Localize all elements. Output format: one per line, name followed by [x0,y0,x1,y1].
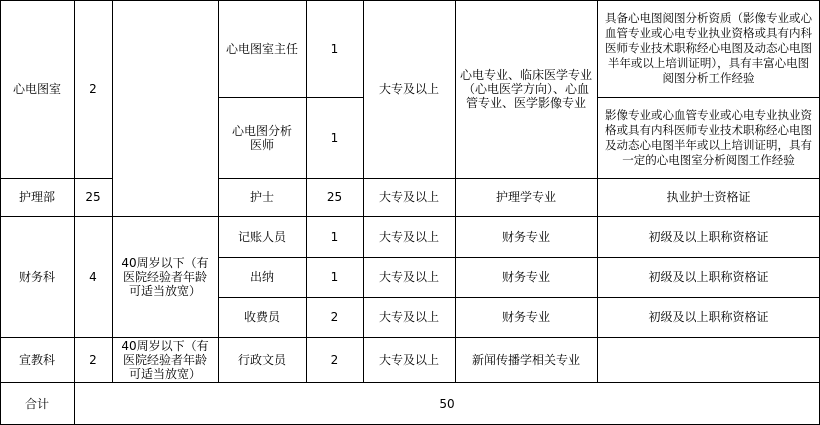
position-cell: 出纳 [249,270,274,284]
major-cell: 财务专业 [501,229,550,244]
headcount-cell: 1 [330,41,339,56]
position-cell: 心电图室主任 [225,41,298,56]
total-label-cell: 合计 [24,396,49,411]
age-cell [112,178,218,216]
requirement-cell: 执业护士资格证 [666,190,751,204]
row-divider [218,178,820,179]
requirement-cell: 初级及以上职称资格证 [648,229,769,244]
major-cell: 护理学专业 [495,190,556,204]
column-divider [306,0,307,382]
dept-name-cell: 宣教科 [18,352,55,367]
major-cell: 心电专业、临床医学专业（心电医学方向）、心血管专业、医学影像专业 [459,68,592,110]
row-divider [218,97,363,98]
dept-count-cell: 2 [89,82,97,96]
education-cell: 大专及以上 [378,82,439,96]
major-cell: 财务专业 [501,310,550,324]
age-cell: 40周岁以下（有医院经验者年龄可适当放宽） [121,255,209,298]
position-cell: 收费员 [243,310,280,324]
dept-count-cell: 25 [85,190,101,204]
row-divider [0,178,112,179]
row-divider [0,382,820,383]
headcount-cell: 1 [330,229,339,244]
row-divider [218,257,820,258]
row-divider [0,216,820,217]
table-border-left [0,0,1,425]
headcount-cell: 25 [326,190,343,204]
education-cell: 大专及以上 [378,190,439,204]
position-cell: 护士 [249,190,274,204]
column-divider [597,0,598,382]
dept-name-cell: 心电图室 [12,82,61,96]
column-divider [455,0,456,382]
education-cell: 大专及以上 [378,229,439,244]
headcount-cell: 1 [330,130,339,145]
requirement-cell [597,337,820,382]
total-value-cell: 50 [439,396,455,411]
major-cell: 财务专业 [501,270,550,284]
requirement-cell: 初级及以上职称资格证 [648,270,769,284]
headcount-cell: 2 [330,310,339,324]
major-cell: 新闻传播学相关专业 [471,352,580,367]
requirement-cell: 具备心电图阅图分析资质（影像专业或心血管专业或心电专业执业资格或具有内科医师专业技术职称经心电图及动态心电图半年或以上培训证明），具有丰富心电图阅图分析工作经验 [605,11,812,85]
dept-count-cell: 2 [89,352,97,367]
row-divider [218,297,820,298]
position-cell: 行政文员 [237,352,286,367]
requirement-cell: 初级及以上职称资格证 [648,310,769,324]
headcount-cell: 1 [330,270,339,284]
column-divider [363,0,364,382]
requirement-cell: 影像专业或心血管专业或心电专业执业资格或具有内科医师专业技术职称经心电图及动态心电图半年或以上培训证明，具有一定的心电图室分析阅图工作经验 [605,107,812,167]
row-divider [597,97,820,98]
dept-name-cell: 护理部 [18,190,55,204]
column-divider [74,0,75,425]
row-divider [0,337,820,338]
education-cell: 大专及以上 [378,270,439,284]
education-cell: 大专及以上 [378,352,439,367]
position-cell: 记账人员 [237,229,286,244]
column-divider [112,0,113,382]
education-cell: 大专及以上 [378,310,439,324]
age-cell [112,0,218,178]
column-divider [218,0,219,382]
position-cell: 心电图分析医师 [231,123,292,152]
table-border-top [0,0,820,1]
headcount-cell: 2 [330,352,339,367]
dept-count-cell: 4 [89,269,97,284]
age-cell: 40周岁以下（有医院经验者年龄可适当放宽） [121,338,209,381]
dept-name-cell: 财务科 [18,269,55,284]
